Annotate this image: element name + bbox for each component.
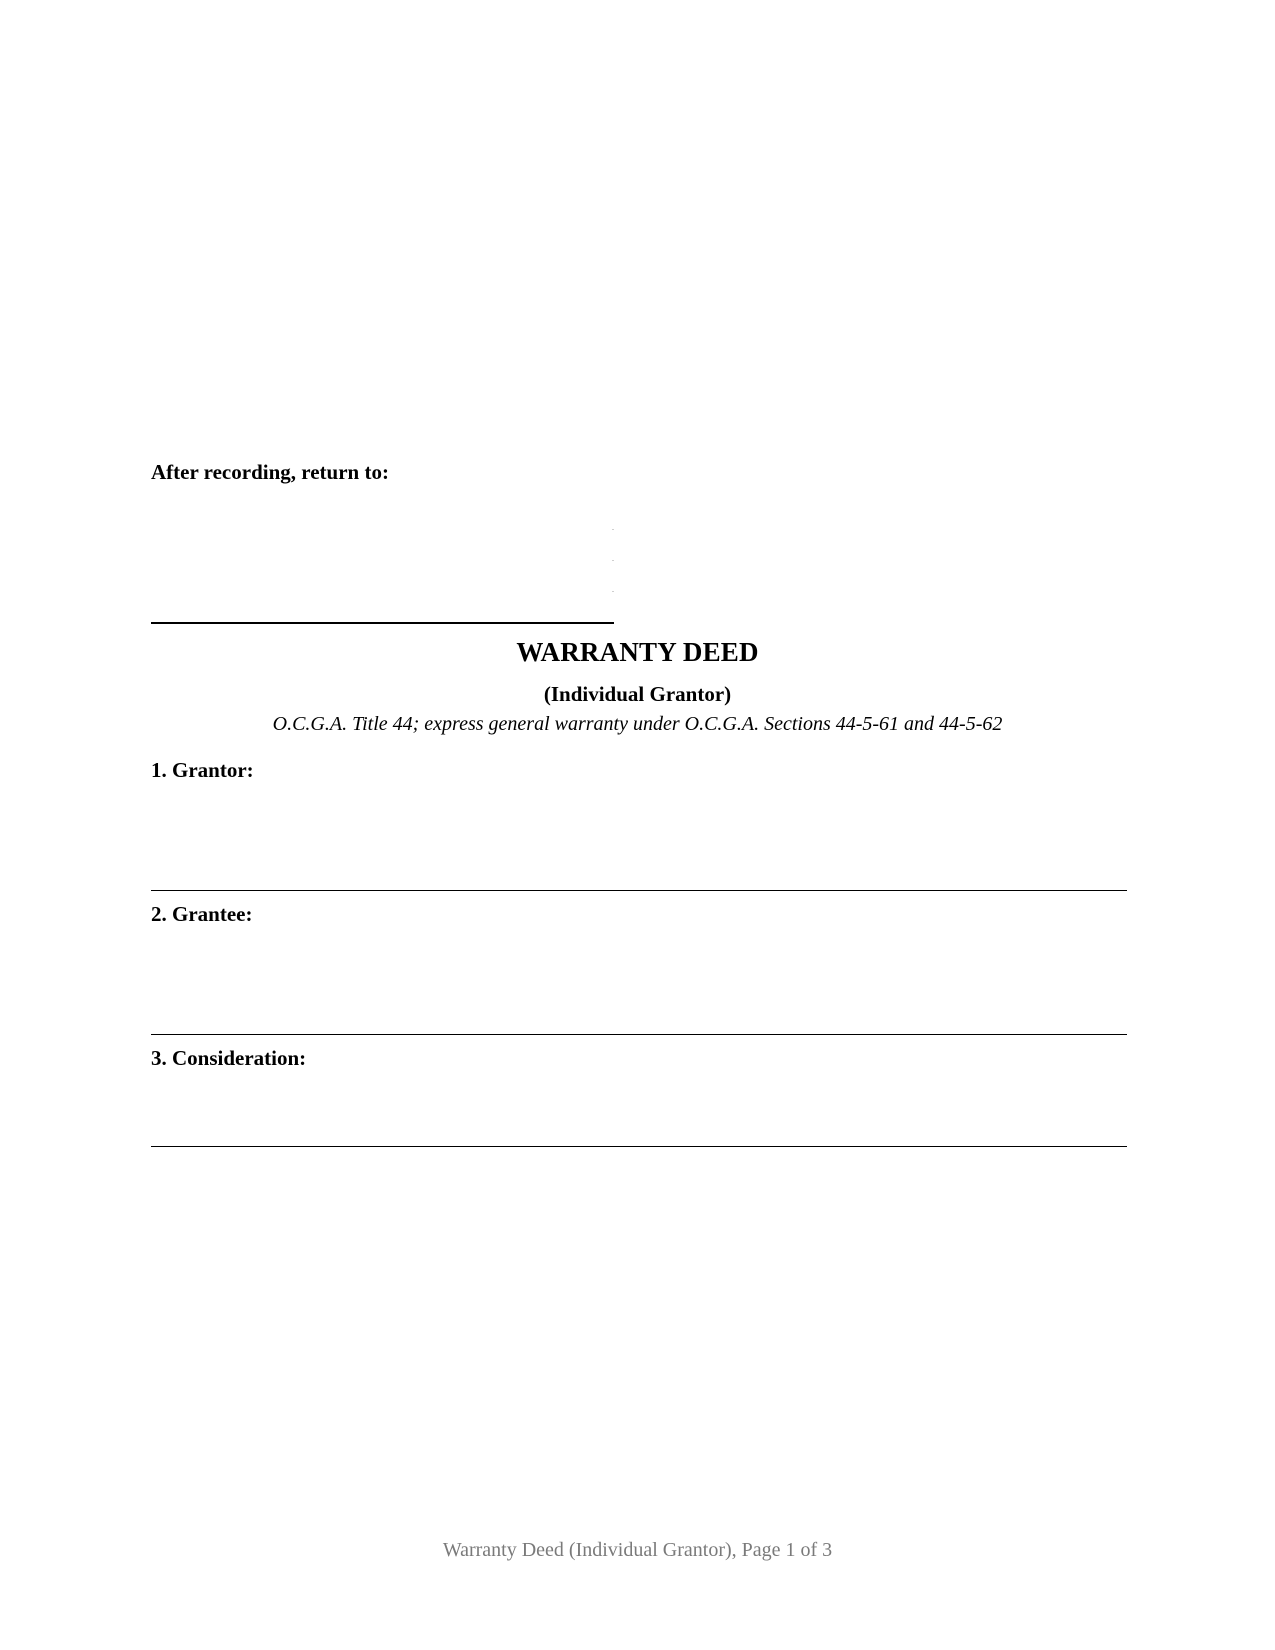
document-subtitle: (Individual Grantor) [543,682,732,706]
grantee-label: 2. Grantee: [151,902,253,926]
document-title: WARRANTY DEED [516,637,759,667]
grantor-rule [151,890,1127,891]
return-address-line-marker [612,591,614,592]
return-address-line-marker [612,560,614,561]
grantee-rule [151,1034,1127,1035]
consideration-label: 3. Consideration: [151,1046,307,1070]
consideration-rule [151,1146,1127,1147]
return-address-rule [151,622,614,624]
page-footer: Warranty Deed (Individual Grantor), Page 1 of 3 [442,1539,833,1561]
return-address-label: After recording, return to: [151,460,389,484]
grantor-label: 1. Grantor: [151,758,254,782]
statute-reference: O.C.G.A. Title 44; express general warranty under O.C.G.A. Sections 44-5-61 and 44-5-62 [272,713,1003,735]
return-address-line-marker [612,529,614,530]
